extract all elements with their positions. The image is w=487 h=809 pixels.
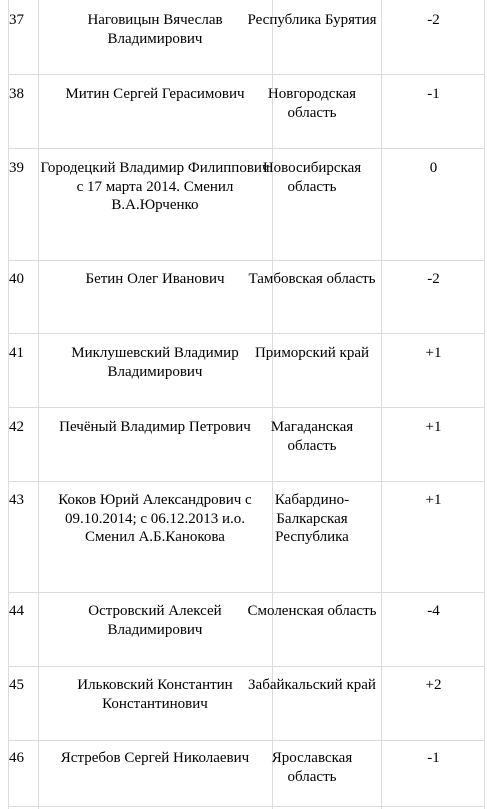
row-number: 40 [9,271,24,287]
rating-change: 0 [429,160,438,176]
row-number: 43 [9,492,24,508]
row-divider [8,407,485,408]
governor-name: Печёный Владимир Петрович [59,419,251,435]
row-divider [8,806,485,807]
row-number: 42 [9,419,24,435]
row-number: 44 [9,603,24,619]
region-name: Забайкальский край [248,677,376,693]
governor-name: Островский Алексей Владимирович [88,603,222,638]
rating-change: +1 [425,492,442,508]
rating-change: +2 [425,677,442,693]
region-name: Приморский край [254,345,370,361]
region-name: Ярославская область [271,750,353,785]
rating-change: -2 [427,12,440,28]
governor-name: Наговицын Вячеслав Владимирович [87,12,223,47]
governor-name: Городецкий Владимир Филиппович с 17 марта 2014. Сменил В.А.Юрченко [40,160,270,213]
table-border-right [484,0,485,809]
region-name: Кабардино-Балкарская Республика [274,492,350,545]
region-name: Тамбовская область [248,271,376,287]
row-number: 37 [9,12,24,28]
rating-change: -1 [427,750,440,766]
governor-name: Коков Юрий Александрович с 09.10.2014; с 06.12.2013 и.о. Сменил А.Б.Канокова [58,492,252,545]
row-divider [8,666,485,667]
row-divider [8,481,485,482]
row-divider [8,260,485,261]
row-number: 41 [9,345,24,361]
column-divider [38,0,39,809]
column-divider [381,0,382,809]
row-number: 45 [9,677,24,693]
row-divider [8,333,485,334]
rating-change: +1 [425,345,442,361]
rating-change: -1 [427,86,440,102]
row-number: 46 [9,750,24,766]
row-divider [8,148,485,149]
rating-change: +1 [425,419,442,435]
rating-change: -2 [427,271,440,287]
region-name: Республика Бурятия [247,12,377,28]
governor-name: Ястребов Сергей Николаевич [60,750,250,766]
region-name: Новосибирская область [262,160,362,195]
rating-change: -4 [427,603,440,619]
governor-name: Миклушевский Владимир Владимирович [71,345,239,380]
governor-name: Бетин Олег Иванович [85,271,225,287]
governor-name: Митин Сергей Герасимович [65,86,245,102]
row-divider [8,740,485,741]
row-divider [8,592,485,593]
region-name: Новгородская область [267,86,357,121]
row-number: 39 [9,160,24,176]
region-name: Смоленская область [247,603,377,619]
row-number: 38 [9,86,24,102]
region-name: Магаданская область [270,419,354,454]
row-divider [8,74,485,75]
governor-name: Ильковский Константин Константинович [77,677,233,712]
